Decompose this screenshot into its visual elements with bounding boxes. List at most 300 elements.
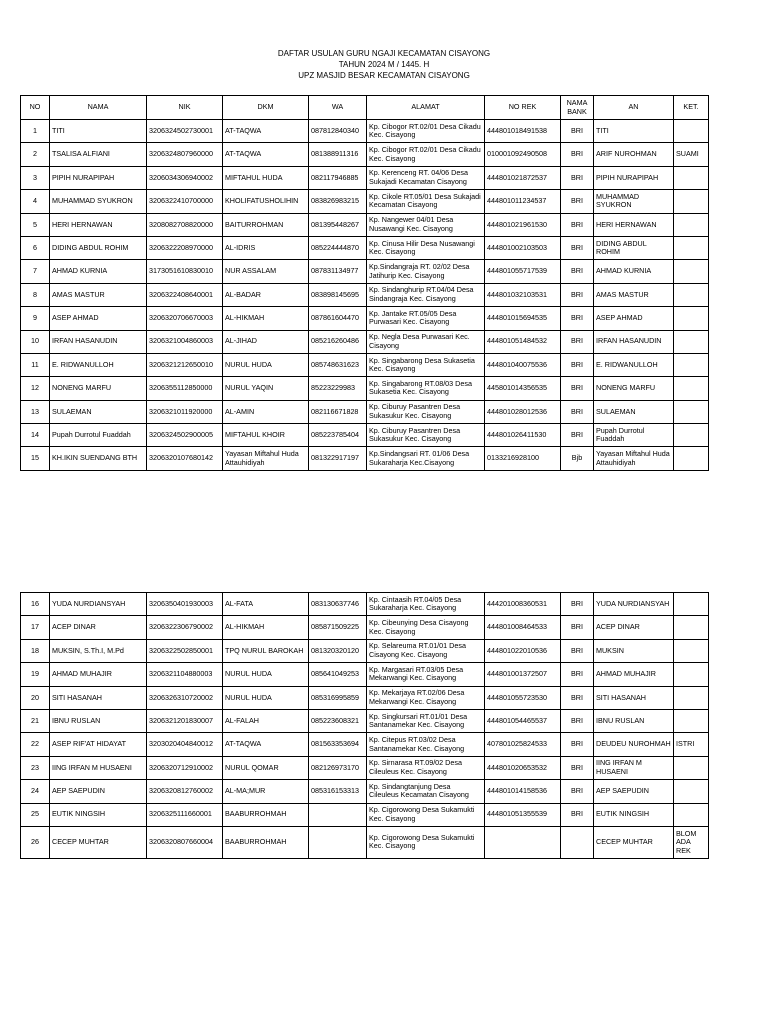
cell-nik: 3206321212650010 — [147, 353, 223, 376]
cell-nama-bank: BRI — [561, 236, 594, 259]
header-wa: WA — [309, 96, 367, 120]
cell-an: YUDA NURDIANSYAH — [594, 593, 674, 616]
table-row — [21, 283, 709, 306]
cell-no-rek: 407801025824533 — [485, 733, 561, 756]
table-row — [21, 143, 709, 166]
cell-nama-bank: BRI — [561, 424, 594, 447]
cell-nik: 3206325111660001 — [147, 803, 223, 826]
cell-nama: SULAEMAN — [50, 400, 147, 423]
cell-ket — [674, 353, 709, 376]
cell-an: SULAEMAN — [594, 400, 674, 423]
cell-nama: KH.IKIN SUENDANG BTH — [50, 447, 147, 470]
cell-no: 22 — [21, 733, 50, 756]
cell-nama: SITI HASANAH — [50, 686, 147, 709]
cell-nama-bank: BRI — [561, 593, 594, 616]
cell-wa: 081395448267 — [309, 213, 367, 236]
cell-nik: 3203020404840012 — [147, 733, 223, 756]
table-row — [21, 686, 709, 709]
header-ket: KET. — [674, 96, 709, 120]
table-row — [21, 447, 709, 470]
cell-dkm: AT-TAQWA — [223, 143, 309, 166]
cell-wa: 085224444870 — [309, 236, 367, 259]
cell-an: AHMAD KURNIA — [594, 260, 674, 283]
title-line-3: UPZ MASJID BESAR KECAMATAN CISAYONG — [298, 71, 470, 80]
cell-an: Pupah Durrotul Fuaddah — [594, 424, 674, 447]
cell-nama-bank: BRI — [561, 330, 594, 353]
cell-alamat: Kp. Cibogor RT.02/01 Desa Cikadu Kec. Cisayong — [367, 143, 485, 166]
cell-nama: AHMAD KURNIA — [50, 260, 147, 283]
cell-nama: AEP SAEPUDIN — [50, 780, 147, 803]
cell-no: 7 — [21, 260, 50, 283]
cell-dkm: BAABURROHMAH — [223, 826, 309, 858]
cell-no-rek: 0133216928100 — [485, 447, 561, 470]
cell-wa: 085316995859 — [309, 686, 367, 709]
cell-ket — [674, 756, 709, 779]
table-row — [21, 709, 709, 732]
cell-alamat: Kp. Jantake RT.05/05 Desa Purwasari Kec. Cisayong — [367, 307, 485, 330]
table-body-part-2 — [21, 593, 709, 859]
cell-alamat: Kp. Cintaasih RT.04/05 Desa Sukaraharja Kec. Cisayong — [367, 593, 485, 616]
cell-dkm: Yayasan Miftahul Huda Attauhidiyah — [223, 447, 309, 470]
cell-no: 10 — [21, 330, 50, 353]
cell-dkm: AL-AMIN — [223, 400, 309, 423]
cell-an: TITI — [594, 120, 674, 143]
cell-nama: MUKSIN, S.Th.I, M.Pd — [50, 639, 147, 662]
cell-nik: 3206321104880003 — [147, 663, 223, 686]
cell-no: 25 — [21, 803, 50, 826]
cell-nik: 3206322502850001 — [147, 639, 223, 662]
header-dkm: DKM — [223, 96, 309, 120]
cell-no: 14 — [21, 424, 50, 447]
cell-alamat: Kp. Nangewer 04/01 Desa Nusawangi Kec. Cisayong — [367, 213, 485, 236]
header-nik: NIK — [147, 96, 223, 120]
table-row — [21, 120, 709, 143]
cell-wa: 085223608321 — [309, 709, 367, 732]
table-row — [21, 260, 709, 283]
table-row — [21, 400, 709, 423]
cell-nama: CECEP MUHTAR — [50, 826, 147, 858]
table-row — [21, 826, 709, 858]
cell-dkm: AL-MA;MUR — [223, 780, 309, 803]
cell-dkm: MIFTAHUL KHOIR — [223, 424, 309, 447]
cell-ket — [674, 236, 709, 259]
cell-nik: 3173051610830010 — [147, 260, 223, 283]
cell-wa: 087861604470 — [309, 307, 367, 330]
cell-no: 4 — [21, 190, 50, 213]
cell-ket — [674, 190, 709, 213]
cell-nama-bank: BRI — [561, 307, 594, 330]
cell-wa: 081388911316 — [309, 143, 367, 166]
cell-nama-bank: BRI — [561, 756, 594, 779]
cell-no: 16 — [21, 593, 50, 616]
cell-nik: 3206320812760002 — [147, 780, 223, 803]
cell-nik: 3206321011920000 — [147, 400, 223, 423]
cell-alamat: Kp. Cibogor RT.02/01 Desa Cikadu Kec. Cisayong — [367, 120, 485, 143]
cell-nik: 3206322208970000 — [147, 236, 223, 259]
cell-dkm: AT-TAQWA — [223, 733, 309, 756]
cell-nik: 3206324807960000 — [147, 143, 223, 166]
cell-an: NONENG MARFU — [594, 377, 674, 400]
cell-nama-bank: BRI — [561, 260, 594, 283]
cell-nama: TITI — [50, 120, 147, 143]
cell-ket — [674, 709, 709, 732]
cell-no-rek: 444801021961530 — [485, 213, 561, 236]
cell-no-rek: 444801028012536 — [485, 400, 561, 423]
cell-no-rek: 444801051355539 — [485, 803, 561, 826]
cell-no: 26 — [21, 826, 50, 858]
cell-alamat: Kp. Kerenceng RT. 04/06 Desa Sukajadi Kecamatan Cisayong — [367, 166, 485, 189]
cell-alamat: Kp. Singabarong Desa Sukasetia Kec. Cisayong — [367, 353, 485, 376]
cell-alamat: Kp. Singabarong RT.08/03 Desa Sukasetia Kec. Cisayong — [367, 377, 485, 400]
cell-ket — [674, 260, 709, 283]
cell-no-rek: 010001092490508 — [485, 143, 561, 166]
cell-dkm: TPQ NURUL BAROKAH — [223, 639, 309, 662]
cell-nama: YUDA NURDIANSYAH — [50, 593, 147, 616]
cell-an: ARIF NUROHMAN — [594, 143, 674, 166]
cell-nik: 3206350401930003 — [147, 593, 223, 616]
cell-no-rek: 445801014356535 — [485, 377, 561, 400]
cell-an: AMAS MASTUR — [594, 283, 674, 306]
cell-no-rek: 444801001372507 — [485, 663, 561, 686]
cell-no: 8 — [21, 283, 50, 306]
cell-nama-bank: BRI — [561, 377, 594, 400]
cell-nik: 3206320712910002 — [147, 756, 223, 779]
cell-no: 1 — [21, 120, 50, 143]
table-row — [21, 756, 709, 779]
cell-nama-bank: BRI — [561, 733, 594, 756]
cell-dkm: BAITURROHMAN — [223, 213, 309, 236]
cell-no-rek: 444801011234537 — [485, 190, 561, 213]
cell-alamat: Kp. Cinusa Hilir Desa Nusawangi Kec. Cisayong — [367, 236, 485, 259]
cell-wa — [309, 803, 367, 826]
cell-nama: DIDING ABDUL ROHIM — [50, 236, 147, 259]
cell-nama: ASEP AHMAD — [50, 307, 147, 330]
cell-nik: 3206034306940002 — [147, 166, 223, 189]
cell-no-rek: 444801026411530 — [485, 424, 561, 447]
cell-dkm: BAABURROHMAH — [223, 803, 309, 826]
cell-no-rek: 444801051484532 — [485, 330, 561, 353]
cell-nama: TSALISA ALFIANI — [50, 143, 147, 166]
cell-wa: 081320320120 — [309, 639, 367, 662]
cell-an: PIPIH NURAPIPAH — [594, 166, 674, 189]
cell-an: IING IRFAN M HUSAENI — [594, 756, 674, 779]
cell-alamat: Kp. Citepus RT.03/02 Desa Santanamekar Kec. Cisayong — [367, 733, 485, 756]
cell-alamat: Kp. Cigorowong Desa Sukamukti Kec. Cisayong — [367, 826, 485, 858]
cell-dkm: NURUL HUDA — [223, 353, 309, 376]
cell-wa: 085216260486 — [309, 330, 367, 353]
cell-an: E. RIDWANULLOH — [594, 353, 674, 376]
cell-nik: 3206322410700000 — [147, 190, 223, 213]
cell-no: 18 — [21, 639, 50, 662]
table-row — [21, 424, 709, 447]
cell-nama-bank: BRI — [561, 283, 594, 306]
cell-an: AHMAD MUHAJIR — [594, 663, 674, 686]
cell-alamat: Kp. Sindanghurip RT.04/04 Desa Sindangraja Kec. Cisayong — [367, 283, 485, 306]
cell-nik: 3206326310720002 — [147, 686, 223, 709]
cell-dkm: NURUL YAQIN — [223, 377, 309, 400]
cell-nama: AHMAD MUHAJIR — [50, 663, 147, 686]
cell-wa: 085871509225 — [309, 616, 367, 639]
cell-no: 3 — [21, 166, 50, 189]
cell-dkm: AT-TAQWA — [223, 120, 309, 143]
cell-wa: 082117946885 — [309, 166, 367, 189]
cell-an: Yayasan Miftahul Huda Attauhidiyah — [594, 447, 674, 470]
cell-no-rek: 444801018491538 — [485, 120, 561, 143]
cell-ket — [674, 593, 709, 616]
cell-no: 17 — [21, 616, 50, 639]
cell-an: IRFAN HASANUDIN — [594, 330, 674, 353]
table-row — [21, 593, 709, 616]
cell-nik: 3206322306790002 — [147, 616, 223, 639]
cell-an: SITI HASANAH — [594, 686, 674, 709]
cell-nama: IING IRFAN M HUSAENI — [50, 756, 147, 779]
table-row — [21, 166, 709, 189]
header-nama: NAMA — [50, 96, 147, 120]
cell-ket — [674, 424, 709, 447]
cell-no: 24 — [21, 780, 50, 803]
table-header-row — [21, 96, 709, 120]
cell-an: DIDING ABDUL ROHIM — [594, 236, 674, 259]
cell-wa: 085316153313 — [309, 780, 367, 803]
cell-ket — [674, 283, 709, 306]
cell-nama: EUTIK NINGSIH — [50, 803, 147, 826]
cell-alamat: Kp. Sindangtanjung Desa Cileuleus Kecamatan Cisayong — [367, 780, 485, 803]
cell-no-rek: 444801008464533 — [485, 616, 561, 639]
cell-nama: IBNU RUSLAN — [50, 709, 147, 732]
cell-no-rek: 444801014158536 — [485, 780, 561, 803]
cell-alamat: Kp.Sindangraja RT. 02/02 Desa Jatihurip Kec. Cisayong — [367, 260, 485, 283]
cell-no: 2 — [21, 143, 50, 166]
cell-wa: 081322917197 — [309, 447, 367, 470]
cell-no-rek: 444801022010536 — [485, 639, 561, 662]
cell-nik: 3206320107680142 — [147, 447, 223, 470]
cell-alamat: Kp. Cibeunying Desa Cisayong Kec. Cisayong — [367, 616, 485, 639]
cell-nik: 3208082708820000 — [147, 213, 223, 236]
cell-nama: E. RIDWANULLOH — [50, 353, 147, 376]
cell-no: 9 — [21, 307, 50, 330]
cell-ket — [674, 377, 709, 400]
table-row — [21, 780, 709, 803]
cell-nama-bank: Bjb — [561, 447, 594, 470]
cell-wa: 083898145695 — [309, 283, 367, 306]
cell-nik: 3206324502730001 — [147, 120, 223, 143]
cell-no-rek: 444801055723530 — [485, 686, 561, 709]
cell-dkm: AL-HIKMAH — [223, 307, 309, 330]
cell-alamat: Kp. Ciburuy Pasantren Desa Sukasukur Kec. Cisayong — [367, 400, 485, 423]
cell-no: 21 — [21, 709, 50, 732]
cell-no: 23 — [21, 756, 50, 779]
cell-no-rek: 444801032103531 — [485, 283, 561, 306]
cell-nama: IRFAN HASANUDIN — [50, 330, 147, 353]
table-row — [21, 307, 709, 330]
cell-no-rek: 444801054465537 — [485, 709, 561, 732]
cell-an: HERI HERNAWAN — [594, 213, 674, 236]
cell-wa: 085641049253 — [309, 663, 367, 686]
cell-ket: SUAMI — [674, 143, 709, 166]
cell-dkm: NURUL HUDA — [223, 686, 309, 709]
cell-alamat: Kp. Ciburuy Pasantren Desa Sukasukur Kec. Cisayong — [367, 424, 485, 447]
cell-wa: 85223229983 — [309, 377, 367, 400]
cell-ket — [674, 400, 709, 423]
cell-nama-bank: BRI — [561, 709, 594, 732]
cell-ket: ISTRI — [674, 733, 709, 756]
teacher-table-part-1 — [20, 95, 709, 471]
cell-dkm: AL-IDRIS — [223, 236, 309, 259]
cell-alamat: Kp. Singkursari RT.01/01 Desa Santanamekar Kec. Cisayong — [367, 709, 485, 732]
cell-nama: HERI HERNAWAN — [50, 213, 147, 236]
teacher-table-part-2 — [20, 592, 709, 859]
cell-alamat: Kp. Selareuma RT.01/01 Desa Cisayong Kec. Cisayong — [367, 639, 485, 662]
cell-ket — [674, 686, 709, 709]
cell-an: CECEP MUHTAR — [594, 826, 674, 858]
cell-no-rek: 444201008360531 — [485, 593, 561, 616]
cell-dkm: NURUL HUDA — [223, 663, 309, 686]
cell-dkm: KHOLIFATUSHOLIHIN — [223, 190, 309, 213]
cell-ket — [674, 307, 709, 330]
cell-an: ASEP AHMAD — [594, 307, 674, 330]
cell-wa: 087812840340 — [309, 120, 367, 143]
cell-nama-bank: BRI — [561, 166, 594, 189]
table-row — [21, 213, 709, 236]
cell-nik: 3206324502900005 — [147, 424, 223, 447]
cell-nik: 3206321201830007 — [147, 709, 223, 732]
cell-no-rek: 444801015694535 — [485, 307, 561, 330]
header-alamat: ALAMAT — [367, 96, 485, 120]
cell-nama-bank: BRI — [561, 663, 594, 686]
cell-alamat: Kp.Sindangsari RT. 01/06 Desa Sukaraharja Kec.Cisayong — [367, 447, 485, 470]
cell-ket — [674, 780, 709, 803]
cell-nik: 3206320706670003 — [147, 307, 223, 330]
cell-nama-bank: BRI — [561, 616, 594, 639]
cell-an: AEP SAEPUDIN — [594, 780, 674, 803]
cell-nama: Pupah Durrotul Fuaddah — [50, 424, 147, 447]
cell-ket — [674, 166, 709, 189]
cell-nik: 3206321004860003 — [147, 330, 223, 353]
cell-no: 12 — [21, 377, 50, 400]
table-row — [21, 353, 709, 376]
header-an: AN — [594, 96, 674, 120]
cell-wa: 083826983215 — [309, 190, 367, 213]
table-row — [21, 236, 709, 259]
cell-nama-bank: BRI — [561, 143, 594, 166]
cell-nama-bank — [561, 826, 594, 858]
cell-nama: PIPIH NURAPIPAH — [50, 166, 147, 189]
cell-no: 11 — [21, 353, 50, 376]
table-row — [21, 639, 709, 662]
cell-nama: NONENG MARFU — [50, 377, 147, 400]
cell-dkm: NUR ASSALAM — [223, 260, 309, 283]
cell-nama-bank: BRI — [561, 353, 594, 376]
cell-alamat: Kp. Negla Desa Purwasari Kec. Cisayong — [367, 330, 485, 353]
cell-ket — [674, 803, 709, 826]
cell-nama: AMAS MASTUR — [50, 283, 147, 306]
cell-an: ACEP DINAR — [594, 616, 674, 639]
cell-ket — [674, 447, 709, 470]
table-row — [21, 733, 709, 756]
cell-no: 6 — [21, 236, 50, 259]
cell-alamat: Kp. Cigorowong Desa Sukamukti Kec. Cisayong — [367, 803, 485, 826]
cell-no: 13 — [21, 400, 50, 423]
cell-nama-bank: BRI — [561, 400, 594, 423]
document-title — [0, 48, 768, 81]
cell-alamat: Kp. Cikole RT.05/01 Desa Sukajadi Kecamatan Cisayong — [367, 190, 485, 213]
cell-dkm: AL-HIKMAH — [223, 616, 309, 639]
title-line-1: DAFTAR USULAN GURU NGAJI KECAMATAN CISAYONG — [277, 49, 491, 58]
cell-nama-bank: BRI — [561, 803, 594, 826]
title-line-2: TAHUN 2024 M / 1445. H — [338, 60, 430, 69]
cell-no-rek: 444801002103503 — [485, 236, 561, 259]
cell-dkm: AL-FALAH — [223, 709, 309, 732]
cell-no-rek: 444801040075536 — [485, 353, 561, 376]
table-row — [21, 377, 709, 400]
header-nama-bank: NAMA BANK — [561, 96, 594, 120]
cell-dkm: AL-FATA — [223, 593, 309, 616]
cell-ket — [674, 663, 709, 686]
table-row — [21, 803, 709, 826]
cell-wa: 082116671828 — [309, 400, 367, 423]
cell-dkm: MIFTAHUL HUDA — [223, 166, 309, 189]
cell-dkm: AL-JIHAD — [223, 330, 309, 353]
cell-no: 5 — [21, 213, 50, 236]
cell-wa: 081563353694 — [309, 733, 367, 756]
cell-nama-bank: BRI — [561, 213, 594, 236]
cell-nama: ASEP RIF'AT HIDAYAT — [50, 733, 147, 756]
cell-ket — [674, 213, 709, 236]
cell-wa — [309, 826, 367, 858]
cell-alamat: Kp. Margasari RT.03/05 Desa Mekarwangi Kec. Cisayong — [367, 663, 485, 686]
cell-ket — [674, 639, 709, 662]
cell-an: IBNU RUSLAN — [594, 709, 674, 732]
cell-nik: 3206320807660004 — [147, 826, 223, 858]
cell-wa: 083130637746 — [309, 593, 367, 616]
cell-no: 15 — [21, 447, 50, 470]
table-row — [21, 663, 709, 686]
cell-an: DEUDEU NUROHMAH — [594, 733, 674, 756]
cell-an: MUKSIN — [594, 639, 674, 662]
cell-no: 19 — [21, 663, 50, 686]
cell-no: 20 — [21, 686, 50, 709]
table-body-part-1 — [21, 120, 709, 471]
cell-dkm: AL-BADAR — [223, 283, 309, 306]
cell-no-rek: 444801020653532 — [485, 756, 561, 779]
table-row — [21, 330, 709, 353]
cell-nama: ACEP DINAR — [50, 616, 147, 639]
cell-wa: 085748631623 — [309, 353, 367, 376]
table-row — [21, 190, 709, 213]
cell-ket — [674, 330, 709, 353]
cell-nik: 3206322408640001 — [147, 283, 223, 306]
cell-no-rek: 444801021872537 — [485, 166, 561, 189]
cell-nik: 3206355112850000 — [147, 377, 223, 400]
cell-wa: 085223785404 — [309, 424, 367, 447]
cell-alamat: Kp. Mekarjaya RT.02/06 Desa Mekarwangi Kec. Cisayong — [367, 686, 485, 709]
header-no-rek: NO REK — [485, 96, 561, 120]
cell-wa: 082126973170 — [309, 756, 367, 779]
cell-no-rek: 444801055717539 — [485, 260, 561, 283]
cell-nama-bank: BRI — [561, 120, 594, 143]
cell-nama-bank: BRI — [561, 780, 594, 803]
cell-no-rek — [485, 826, 561, 858]
header-no: NO — [21, 96, 50, 120]
cell-nama-bank: BRI — [561, 639, 594, 662]
cell-an: EUTIK NINGSIH — [594, 803, 674, 826]
cell-ket — [674, 120, 709, 143]
cell-ket: BLOM ADA REK — [674, 826, 709, 858]
cell-dkm: NURUL QOMAR — [223, 756, 309, 779]
cell-ket — [674, 616, 709, 639]
cell-an: MUHAMMAD SYUKRON — [594, 190, 674, 213]
cell-alamat: Kp. Sirnarasa RT.09/02 Desa Cileuleus Kec. Cisayong — [367, 756, 485, 779]
